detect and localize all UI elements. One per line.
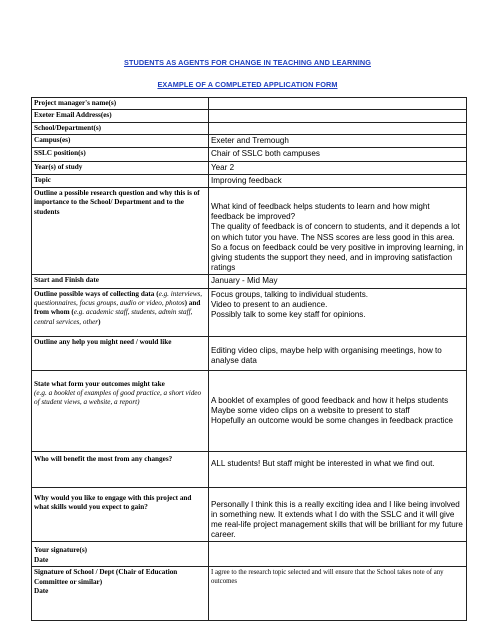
value-topic: Improving feedback [209,174,467,187]
label-part: Date [34,555,49,564]
label-part: Outline possible ways of collecting data ( [34,289,159,298]
label-sslc-position: SSLC position(s) [32,148,209,161]
value-research-question [209,188,467,275]
value-campus: Exeter and Tremough [209,135,467,148]
research-importance-text: The quality of feedback is of concern to students, and it depends a lot on which tutor you have. The NSS scores are less good in this area. So a focus on feedback could be very positive in improving learning, in giving students the support they need, and in improving satisfaction ratings [211,222,464,273]
label-part: ) and from whom ( [34,299,201,317]
label-part: Date [34,587,49,596]
label-email: Exeter Email Address(es) [32,110,209,122]
label-outcomes [32,370,209,451]
table-row [32,135,467,148]
value-your-signature [209,542,467,567]
value-sslc-position: Chair of SSLC both campuses [209,148,467,161]
label-part: ) [98,317,101,326]
label-your-signature [32,542,209,567]
table-row [32,161,467,174]
value-line: Video to present to an audience. [211,299,328,309]
value-help-needed: Editing video clips, maybe help with organising meetings, how to analyse data [209,336,467,370]
value-line: Possibly talk to some key staff for opinions. [211,310,366,320]
table-row [32,487,467,542]
label-topic: Topic [32,174,209,187]
label-research-question: Outline a possible research question and why this is of importance to the School/ Department and to the students [32,188,209,275]
table-row [32,370,467,451]
value-school-signature: I agree to the research topic selected and will ensure that the School takes note of any outcomes [209,567,467,621]
document-subtitle: EXAMPLE OF A COMPLETED APPLICATION FORM [157,80,338,89]
label-project-manager: Project manager's name(s) [32,98,209,110]
value-school [209,122,467,134]
label-year-of-study: Year(s) of study [32,161,209,174]
value-start-finish: January - Mid May [209,275,467,288]
value-outcomes [209,370,467,451]
label-part: Signature of School / Dept (Chair of Education Committee or similar) [34,568,178,586]
label-motivation: Why would you like to engage with this project and what skills would you expect to gain? [32,487,209,542]
table-row [32,122,467,134]
table-row [32,451,467,487]
label-school-signature [32,567,209,621]
label-example: (e.g. a booklet of examples of good practice, a short video of student views, a website, a report) [34,389,202,407]
value-data-collection [209,288,467,336]
table-row [32,98,467,110]
label-help-needed: Outline any help you might need / would like [32,336,209,370]
value-email [209,110,467,122]
label-data-collection [32,288,209,336]
table-row [32,110,467,122]
table-row [32,148,467,161]
label-start-finish: Start and Finish date [32,275,209,288]
value-line: Focus groups, talking to individual students. [211,289,369,299]
label-beneficiaries: Who will benefit the most from any changes? [32,451,209,487]
table-row [32,275,467,288]
table-row [32,567,467,621]
research-question-text: What kind of feedback helps students to learn and how might feedback be improved? [211,202,430,222]
value-year-of-study: Year 2 [209,161,467,174]
table-row [32,288,467,336]
label-example: e.g. academic staff, students, admin staff, central services, other [34,308,193,326]
label-campus: Campus(es) [32,135,209,148]
value-line: Maybe some video clips on a website to present to staff [211,405,410,415]
application-form-table [31,97,467,621]
document-title: STUDENTS AS AGENTS FOR CHANGE IN TEACHING AND LEARNING [123,58,371,67]
value-project-manager [209,98,467,110]
label-part: State what form your outcomes might take [34,379,165,388]
value-motivation: Personally I think this is a really exciting idea and I like being involved in something new. It extends what I do with the SSLC and it will give me real-life project management skills that will be brilliant for my future career. [209,487,467,542]
label-example: e.g. interviews, questionnaires, focus groups, audio or video, photos [34,289,203,308]
value-line: Hopefully an outcome would be some changes in feedback practice [211,416,454,426]
label-part: Your signature(s) [34,546,88,555]
table-row [32,542,467,567]
table-row [32,174,467,187]
value-line: A booklet of examples of good feedback and how it helps students [211,395,449,405]
label-school: School/Department(s) [32,122,209,134]
table-row [32,188,467,275]
table-row [32,336,467,370]
value-beneficiaries: ALL students! But staff might be interested in what we find out. [209,451,467,487]
